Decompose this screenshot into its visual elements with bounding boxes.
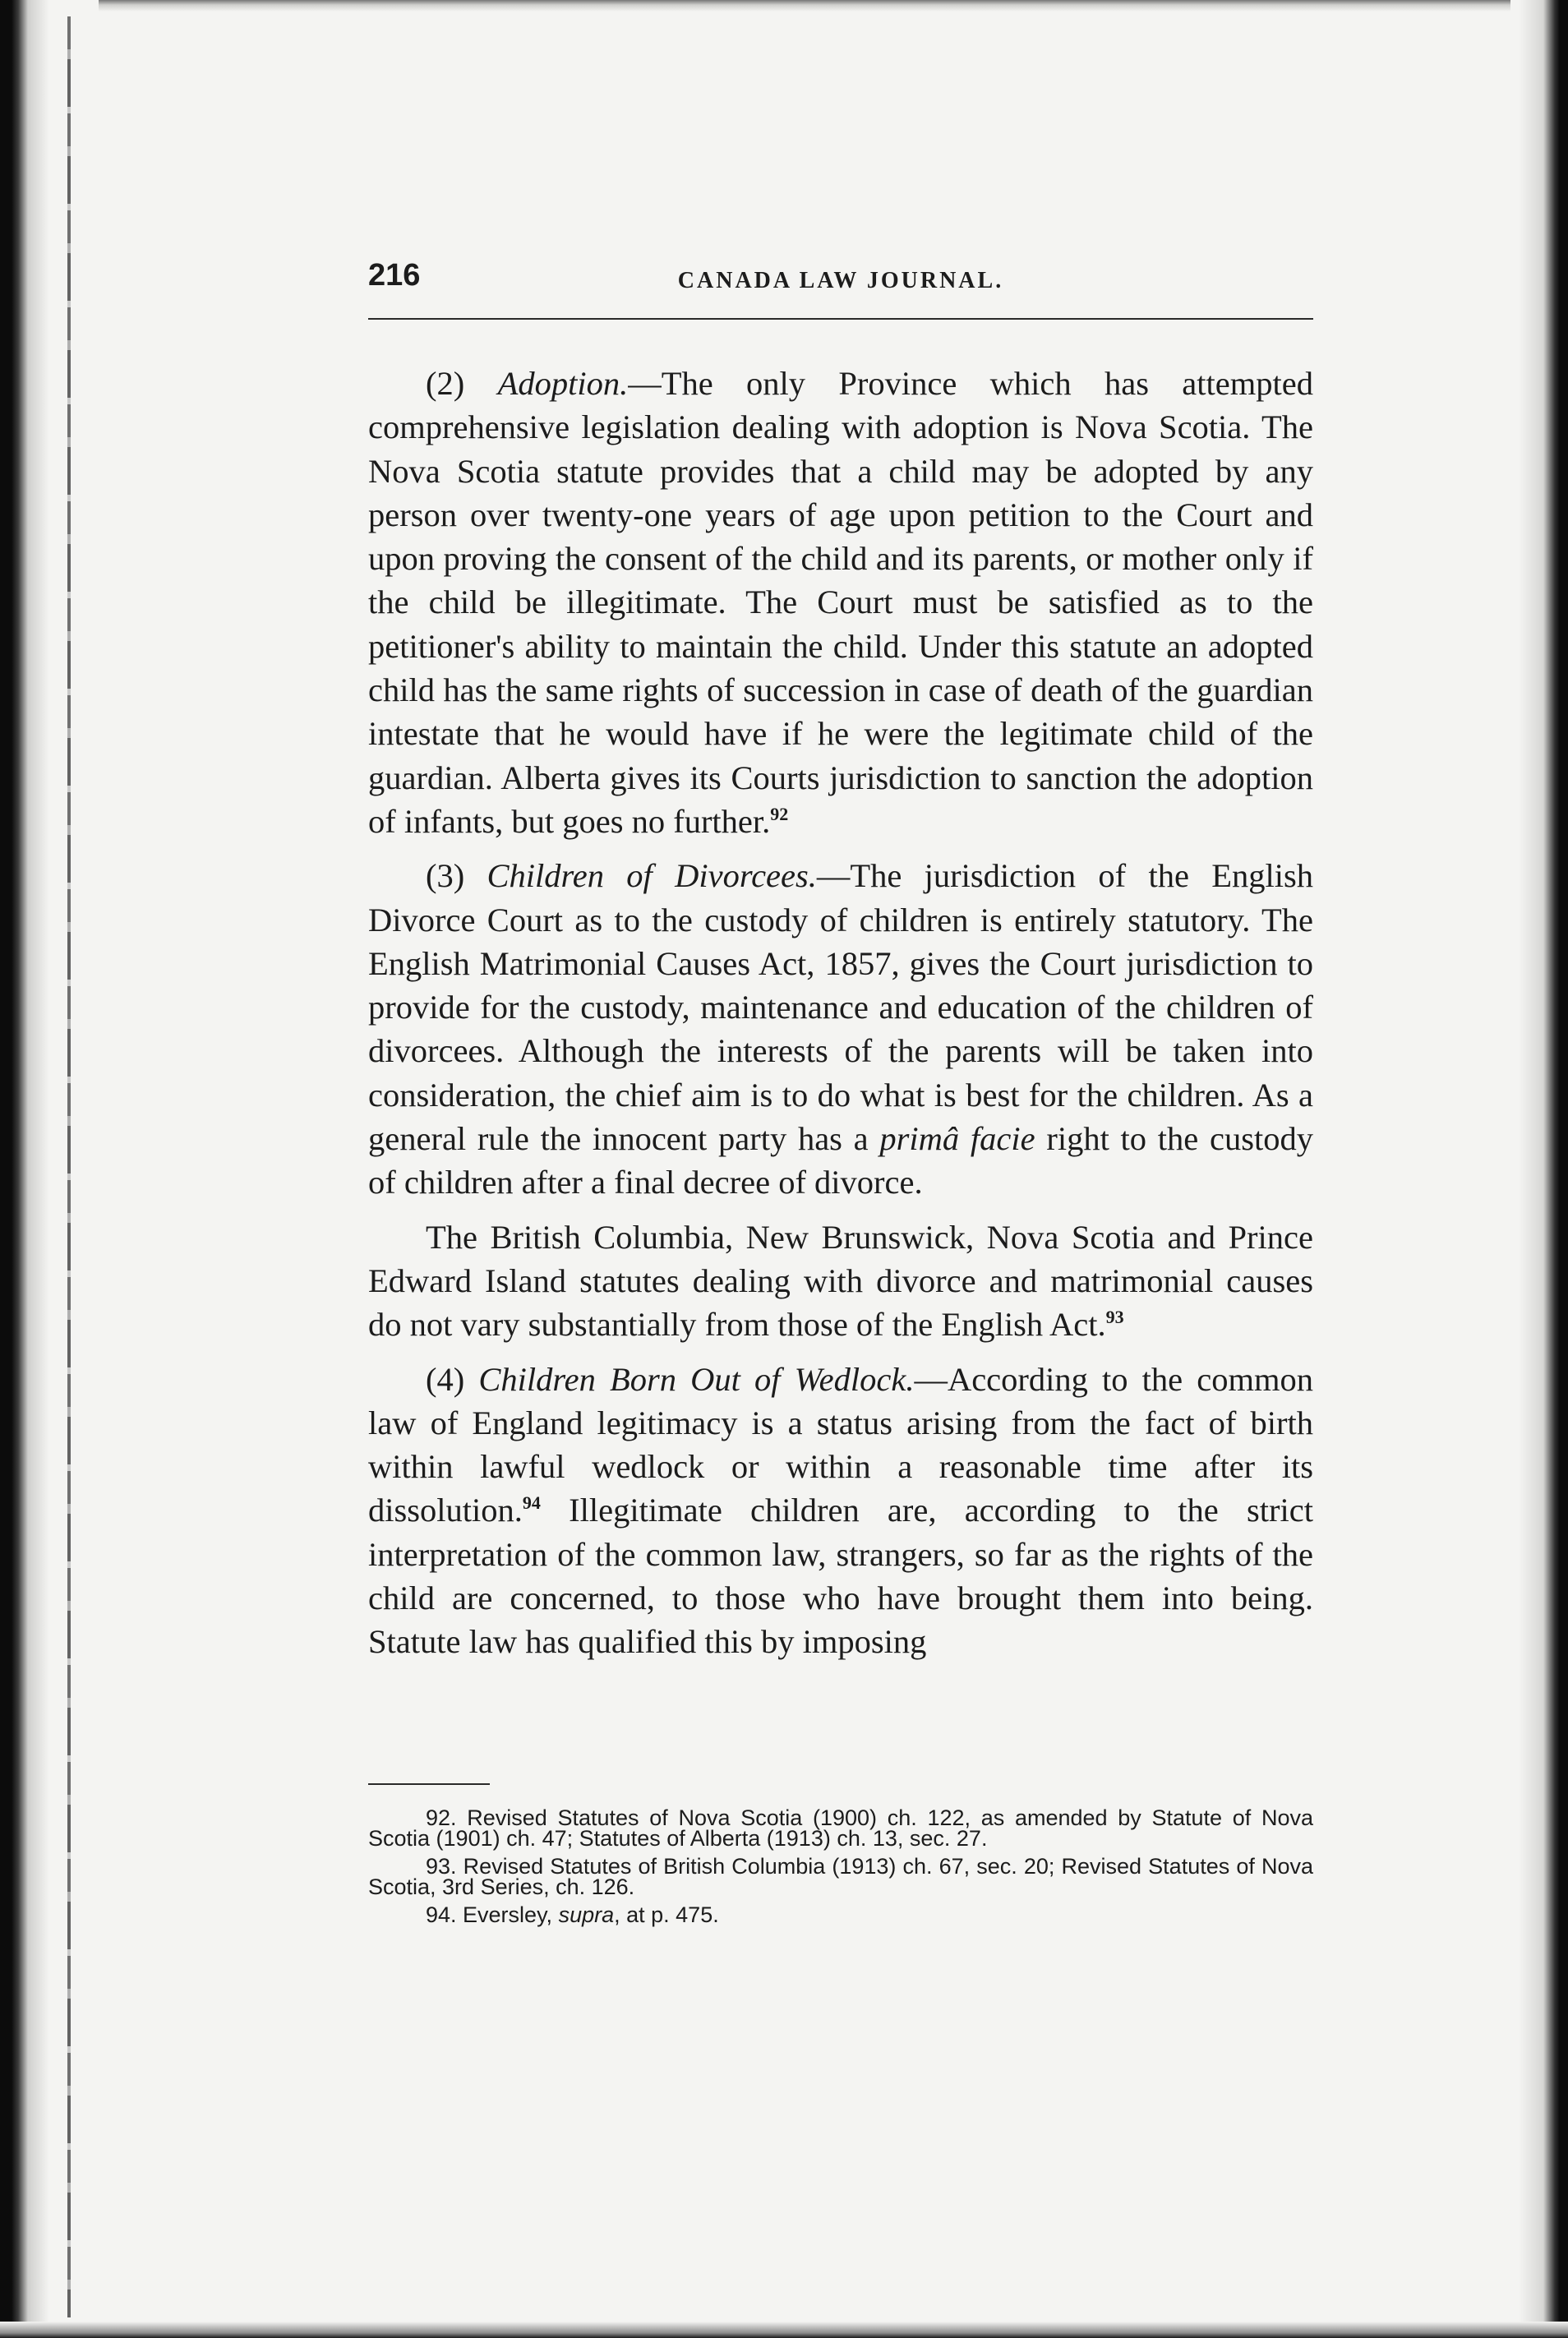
heading-children-of-divorcees: Children of Divorcees. bbox=[487, 857, 817, 895]
latin-phrase: primâ facie bbox=[879, 1120, 1035, 1158]
page-header bbox=[368, 247, 1313, 312]
scan-edge-top bbox=[0, 0, 1568, 12]
footnotes bbox=[368, 1805, 1313, 1933]
paragraph-provincial-statutes: The British Columbia, New Brunswick, Nova Scotia and Prince Edward Island statutes dealing with divorce and matrimonial causes do not vary substantially from those of the English Act.$^{93}$ bbox=[368, 1218, 1313, 1344]
running-head: CANADA LAW JOURNAL. bbox=[677, 268, 1004, 293]
heading-children-born-out-of-wedlock: Children Born Out of Wedlock. bbox=[478, 1360, 915, 1398]
footnote-93: 93. Revised Statutes of British Columbia (1913) ch. 67, sec. 20; Revised Statutes of Nova Scotia, 3rd Series, ch. 126. bbox=[368, 1854, 1313, 1899]
paragraph-children-born-out-of-wedlock: (4) Children Born Out of Wedlock.—According to the common law of England legitimacy is a status arising from the fact of birth within lawful wedlock or within a reasonable time after its dissolution.$^{94}$ Illegitimate children are, according to the strict interpretation of the common law, strangers, so far as the rights of the child are concerned, to those who have brought them into being. Statute law has qualified this by imposing bbox=[368, 1360, 1313, 1661]
scan-binding-rule bbox=[67, 16, 71, 2317]
scan-edge-left bbox=[0, 0, 99, 2338]
page-number: 216 bbox=[368, 258, 421, 293]
paragraph-children-of-divorcees: (3) Children of Divorcees.—The jurisdiction of the English Divorce Court as to the custody of children is entirely statutory. The English Matrimonial Causes Act, 1857, gives the Court jurisdiction to provide for the custody, maintenance and education of the children of divorcees. Although the interests of the parents will be taken into consideration, the chief aim is to do what is best for the children. As a general rule the innocent party has a primâ facie right to the custody of children after a final decree of divorce. bbox=[368, 857, 1313, 1201]
footnote-94: 94. Eversley, supra, at p. 475. bbox=[426, 1902, 719, 1927]
scan-edge-right bbox=[1510, 0, 1568, 2338]
paragraph-adoption: (2) Adoption.—The only Province which has attempted comprehensive legislation dealing with adoption is Nova Scotia. The Nova Scotia statute provides that a child may be adopted by any person over twenty-one years of age upon petition to the Court and upon proving the consent of the child and its parents, or mother only if the child be illegitimate. The Court must be satisfied as to the petitioner's ability to maintain the child. Under this statute an adopted child has the same rights of succession in case of death of the guardian intestate that he would have if he were the legitimate child of the guardian. Alberta gives its Courts jurisdiction to sanction the adoption of infants, but goes no further.$^{92}$ bbox=[368, 365, 1313, 840]
footnote-ref-93: 93 bbox=[1105, 1307, 1124, 1328]
header-rule bbox=[368, 318, 1313, 320]
body-text bbox=[368, 362, 1313, 1675]
footnote-rule bbox=[368, 1783, 490, 1785]
heading-adoption: Adoption. bbox=[497, 365, 629, 402]
scan-edge-bottom bbox=[0, 2322, 1568, 2338]
footnote-92: 92. Revised Statutes of Nova Scotia (1900) ch. 122, as amended by Statute of Nova Scotia (1901) ch. 47; Statutes of Alberta (1913) ch. 13, sec. 27. bbox=[368, 1805, 1313, 1851]
footnote-ref-94: 94 bbox=[522, 1492, 541, 1514]
journal-page bbox=[368, 247, 1313, 1927]
footnote-ref-92: 92 bbox=[770, 803, 789, 824]
